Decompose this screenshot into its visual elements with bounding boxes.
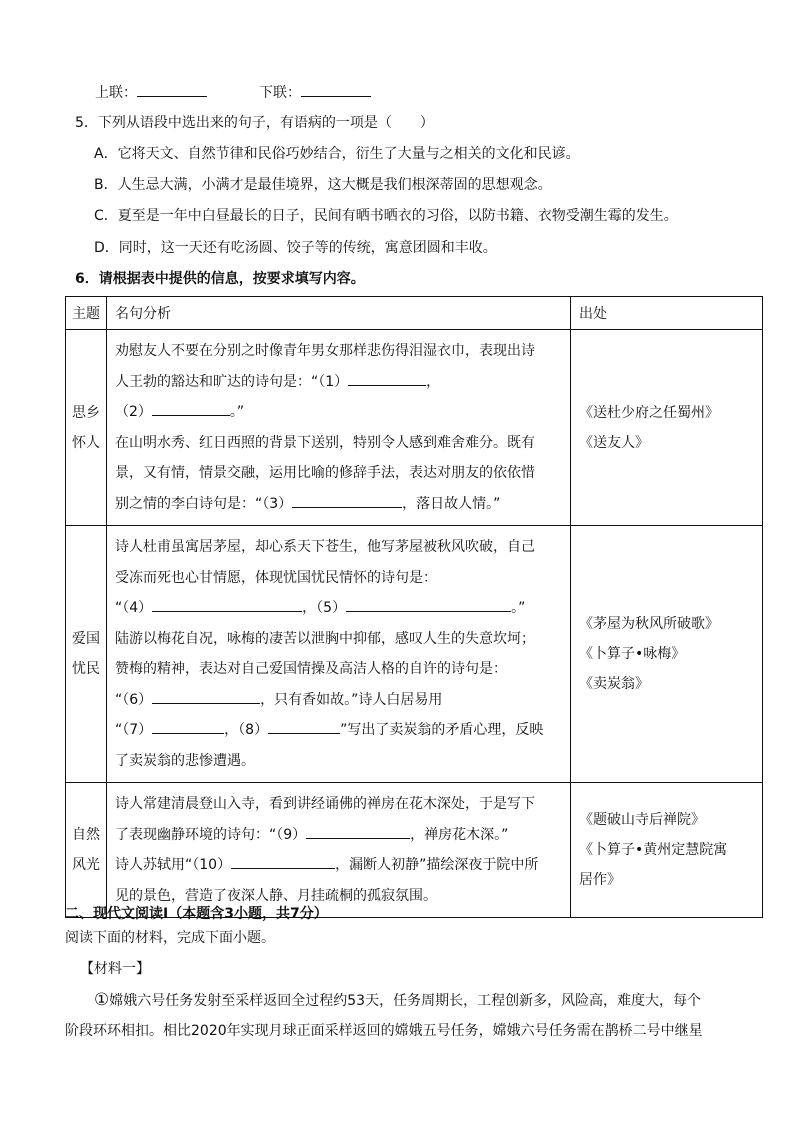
topic-cell: [66, 526, 107, 783]
q5-stem: 5．下列从语段中选出来的句子，有语病的一项是（ ）: [75, 115, 434, 131]
analysis-line: 了卖炭翁的悲惨遭遇。: [115, 752, 255, 769]
topic-text: 自然: [72, 827, 100, 843]
analysis-cell: [107, 783, 571, 918]
q6-header-row: [66, 297, 763, 330]
topic-cell: [66, 330, 107, 526]
blank-2[interactable]: [152, 401, 230, 416]
paragraph-number: ①: [94, 990, 110, 1010]
analysis-line: 诗人杜甫虽寓居茅屋，却心系天下苍生，他写茅屋被秋风吹破，自己: [115, 539, 535, 555]
analysis-cell: [107, 330, 571, 526]
blank-8[interactable]: [268, 719, 340, 734]
source-title: 《送友人》: [579, 434, 649, 451]
q5-option-c[interactable]: C．夏至是一年中白昼最长的日子，民间有晒书晒衣的习俗，以防书籍、衣物受潮生霉的发生。: [94, 208, 678, 224]
analysis-cell: [107, 526, 571, 783]
analysis-line: 诗人常建清晨登山入寺，看到讲经诵佛的禅房在花木深处，于是写下: [115, 796, 535, 812]
upper-couplet-blank[interactable]: [137, 82, 207, 97]
analysis-line: 陆游以梅花自况，咏梅的凄苦以泄胸中抑郁，感叹人生的失意坎坷；: [115, 630, 535, 647]
analysis-line: 劝慰友人不要在分别之时像青年男女那样悲伤得泪湿衣巾，表现出诗: [115, 343, 535, 359]
analysis-line: 了表现幽静环境的诗句：“（9） ，禅房花木深。”: [115, 820, 562, 851]
analysis-line: 在山明水秀、红日西照的背景下送别，特别令人感到难舍难分。既有: [115, 434, 535, 451]
q6-table: [65, 296, 763, 918]
analysis-line: （2） 。”: [115, 397, 562, 428]
blank-9[interactable]: [306, 824, 410, 839]
source-title: 《卜算子•咏梅》: [579, 646, 686, 662]
section-2-title: 二、现代文阅读Ⅰ（本题含3小题，共7分）: [65, 906, 328, 922]
analysis-line: “（7） ，（8） ”写出了卖炭翁的矛盾心理，反映: [115, 715, 562, 746]
q6-row-patriotic: [66, 526, 763, 783]
analysis-line: 见的景色，营造了夜深人静、月挂疏桐的孤寂氛围。: [115, 887, 437, 904]
analysis-line: 景，又有情，情景交融，运用比喻的修辞手法，表达对朋友的依依惜: [115, 465, 535, 481]
q5-option-d[interactable]: D．同时，这一天还有吃汤圆、饺子等的传统，寓意团圆和丰收。: [94, 240, 497, 256]
topic-text: 忧民: [72, 661, 100, 677]
analysis-line: 赞梅的精神，表达对自己爱国情操及高洁人格的自许的诗句是：: [115, 661, 507, 677]
source-title: 《卖炭翁》: [579, 676, 649, 692]
blank-3[interactable]: [292, 493, 402, 508]
material-1-label: 【材料一】: [80, 961, 150, 977]
analysis-line: 诗人苏轼用“（10） ，漏断人初静”描绘深夜于院中所: [115, 850, 562, 881]
paragraph-text: 嫦娥六号任务发射至采样返回全过程约53天，任务周期长，工程创新多，风险高，难度大，每个: [109, 993, 702, 1009]
material-1-para-line-2: 阶段环环相扣。相比2020年实现月球正面采样返回的嫦娥五号任务，嫦娥六号任务需在鹊桥二号中继星: [65, 1023, 703, 1039]
source-title: 《茅屋为秋风所破歌》: [579, 616, 719, 632]
source-title: 《送杜少府之任蜀州》: [579, 404, 719, 421]
q5-option-b[interactable]: B．人生忌大满，小满才是最佳境界，这大概是我们根深蒂固的思想观念。: [94, 177, 552, 193]
source-title: 《卜算子•黄州定慧院寓: [579, 842, 728, 858]
source-cell: [571, 330, 763, 526]
q5-option-a[interactable]: A．它将天文、自然节律和民俗巧妙结合，衍生了大量与之相关的文化和民谚。: [94, 146, 580, 162]
topic-text: 爱国: [72, 631, 100, 647]
couplet-line: [95, 82, 371, 103]
blank-10[interactable]: [231, 854, 335, 869]
material-1-para-line-1: [94, 990, 701, 1011]
blank-7[interactable]: [152, 719, 224, 734]
section-2-instruction: 阅读下面的材料，完成下面小题。: [65, 930, 275, 946]
blank-1[interactable]: [348, 371, 426, 386]
lower-couplet-label: 下联：: [259, 85, 301, 101]
source-title: 《题破山寺后禅院》: [579, 812, 705, 828]
topic-text: 风光: [72, 857, 100, 873]
q6-stem: 6．请根据表中提供的信息，按要求填写内容。: [75, 271, 365, 287]
header-analysis: 名句分析: [107, 297, 571, 330]
q6-row-homesick: [66, 330, 763, 526]
lower-couplet-blank[interactable]: [301, 82, 371, 97]
header-source: 出处: [571, 297, 763, 330]
analysis-line: “（6） ，只有香如故。”诗人白居易用: [115, 685, 562, 716]
source-cell: [571, 526, 763, 783]
analysis-line: 别之情的李白诗句是：“（3） ，落日故人情。”: [115, 489, 562, 520]
source-title: 居作》: [579, 872, 621, 888]
source-cell: [571, 783, 763, 918]
analysis-line: “（4） ，（5） 。”: [115, 593, 562, 624]
blank-4[interactable]: [152, 597, 302, 612]
header-topic: 主题: [66, 297, 107, 330]
topic-text: 思乡: [72, 404, 100, 421]
blank-6[interactable]: [152, 689, 260, 704]
topic-text: 怀人: [72, 434, 100, 451]
q6-row-nature: [66, 783, 763, 918]
analysis-line: 受冻而死也心甘情愿，体现忧国忧民情怀的诗句是：: [115, 569, 437, 586]
analysis-line: 人王勃的豁达和旷达的诗句是：“（1） ，: [115, 367, 562, 398]
topic-cell: [66, 783, 107, 918]
blank-5[interactable]: [346, 597, 511, 612]
upper-couplet-label: 上联：: [95, 85, 137, 101]
